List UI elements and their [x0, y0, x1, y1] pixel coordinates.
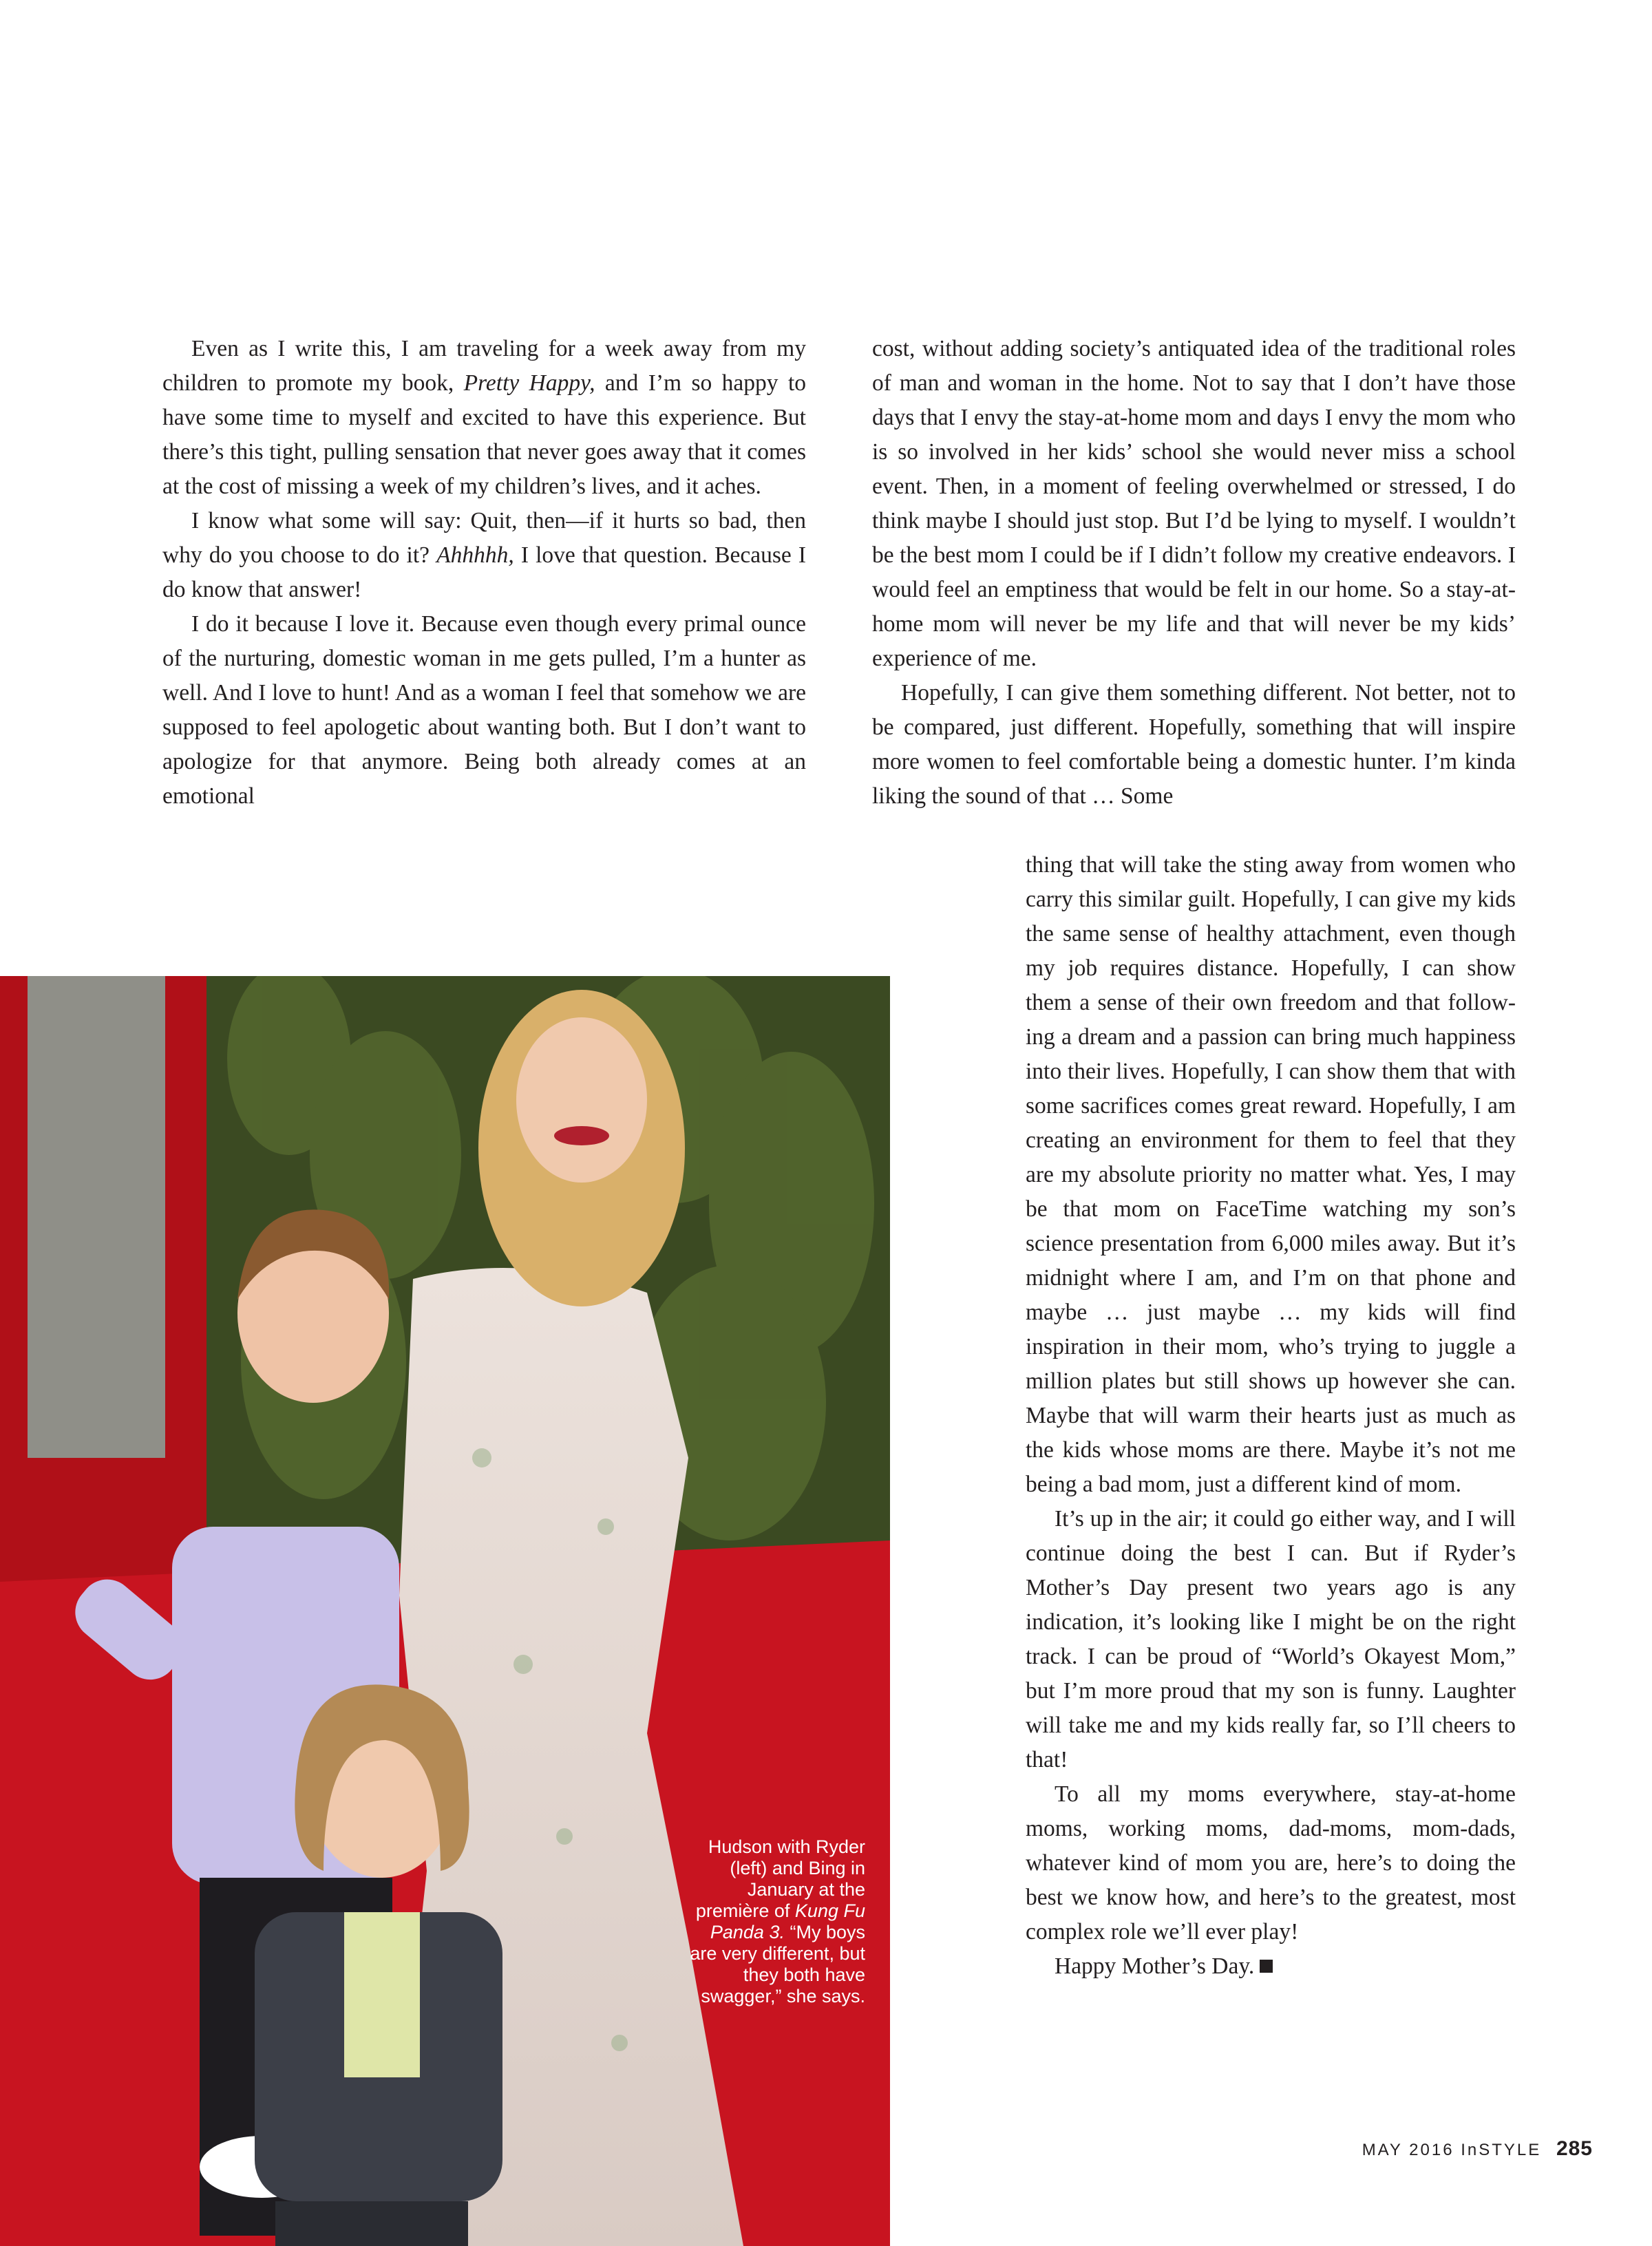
paragraph: thing that will take the sting away from women who carry this similar guilt. Hopefully, I can give my kids the same sense of healthy attachment, even though my job requires distance. Hopefully, I can show them a sense of their own freedom and that following a dream and a passion can bring much happiness into their lives. Hopefully, I can show them that with some sacrifices comes great reward. Hopefully, I am creating an environment for them to feel that they are my absolute priority no matter what. Yes, I may be that mom on FaceTime watching my son’s science presentation from 6,000 miles away. But it’s midnight where I am, and I’m on that phone and maybe … just maybe … my kids will find inspiration in their mom, who’s trying to juggle a million plates but still shows up however she can. Maybe that will warm their hearts just as much as the kids whose moms are there. Maybe it’s not me being a bad mom, just a different kind of mom. [1026, 852, 1516, 1497]
page-number: 285 [1556, 2137, 1593, 2160]
paragraph: Happy Mother’s Day. [1026, 1949, 1516, 1984]
paragraph: To all my moms everywhere, stay-at-home moms, working moms, dad-moms, mom-dads, whatever kind of mom you are, here’s to doing the best we know how, and here’s to the greatest, most complex role we’ll ever play! [1026, 1781, 1516, 1945]
photo-premiere [0, 976, 890, 2246]
paragraph: I know what some will say: Quit, then—if it hurts so bad, then why do you choose to do it? Ahhhhh, I love that question. Because I do know that answer! [162, 508, 806, 602]
paragraph: Even as I write this, I am traveling for a week away from my children to promote my book, Pretty Happy, and I’m so happy to have some time to myself and excited to have this experience. But there’s this tight, pulling sensation that never goes away that it comes at the cost of missing a week of my children’s lives, and it aches. [162, 336, 807, 499]
paragraph: cost, without adding society’s antiquated idea of the traditional roles of man and woman in the home. Not to say that I don’t have those days that I envy the stay-at-home mom and days I envy the mom who is so involved in her kids’ school she would never miss a school event. Then, in a moment of feeling overwhelmed or stressed, I do think maybe I should just stop. But I’d be lying to myself. I wouldn’t be the best mom I could be if I didn’t follow my creative endeavors. I would feel an emptiness that would be felt in our home. So a stay-at-home mom will never be my life and that will never be my kids’ experience of me. [872, 336, 1516, 671]
magazine-name: InSTYLE [1461, 2141, 1542, 2159]
article-column-right-bottom [1026, 848, 1516, 1984]
photo-illustration [0, 976, 890, 2246]
paragraph: Hopefully, I can give them something different. Not better, not to be compared, just different. Hopefully, something that will inspire more women to feel comfortable being a domestic hunter. I’m kinda liking the sound of that … Some [872, 680, 1516, 809]
paragraph: I do it because I love it. Because even though every primal ounce of the nurturing, domestic woman in me gets pulled, I’m a hunter as well. And I love to hunt! And as a woman I feel that somehow we are supposed to feel apologetic about wanting both. But I don’t want to apologize for that anymore. Being both already comes at an emotional [162, 611, 806, 809]
article-column-left [162, 332, 806, 814]
paragraph: It’s up in the air; it could go either way, and I will continue doing the best I can. But if Ryder’s Mother’s Day present two years ago is any indication, it’s looking like I might be on the right track. I can be proud of “World’s Okayest Mom,” but I’m more proud that my son is funny. Laughter will take me and my kids really far, so I’ll cheers to that! [1026, 1506, 1516, 1772]
page-folio [1362, 2137, 1593, 2161]
issue-date: MAY 2016 [1362, 2141, 1454, 2159]
end-mark-icon [1260, 1960, 1273, 1973]
article-column-right-top [872, 332, 1516, 814]
photo-caption: Hudson with Ryder (left) and Bing in January at the première of Kung Fu Panda 3. “My boys are very different, but they both have swagger,” she says. [690, 1836, 865, 2006]
